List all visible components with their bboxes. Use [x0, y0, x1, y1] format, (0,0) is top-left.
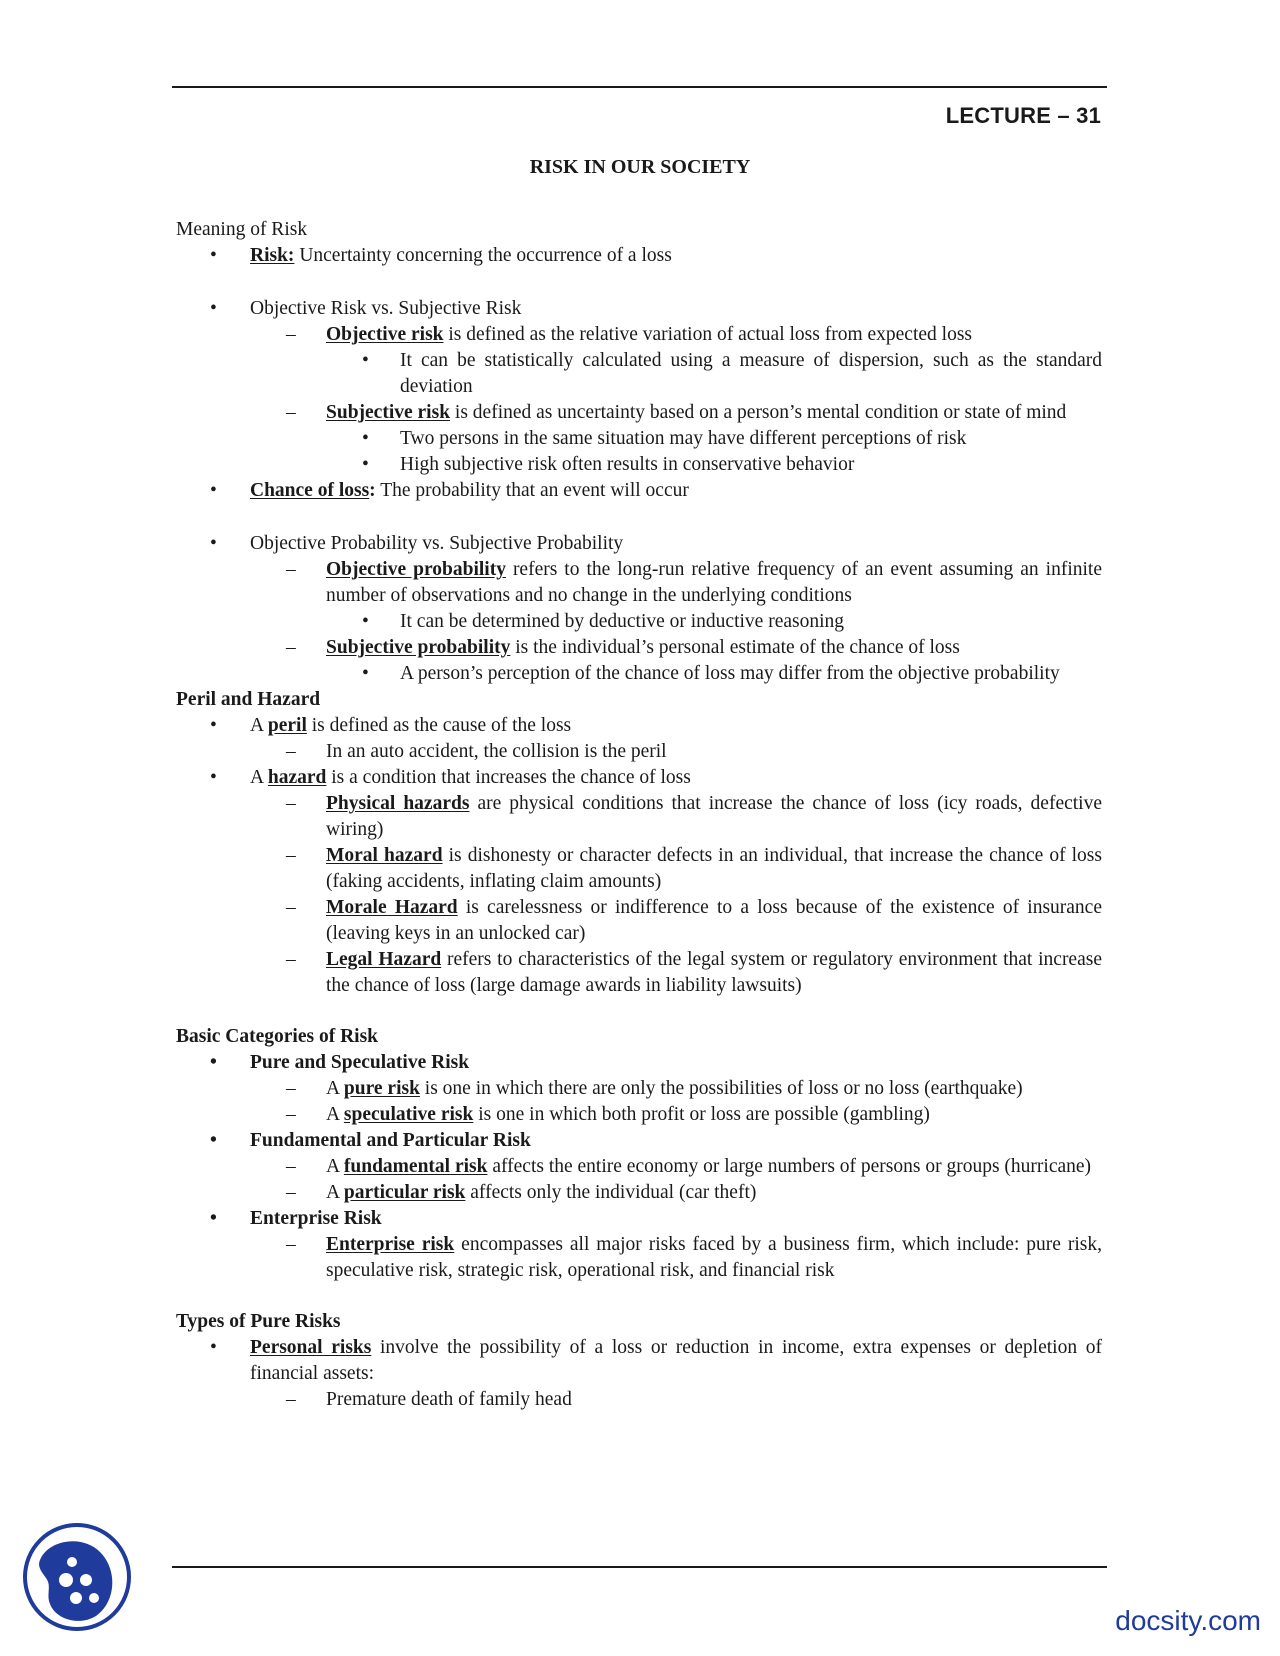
- section-heading-pure-risks: Types of Pure Risks: [176, 1311, 341, 1332]
- list-item: – Subjective risk is defined as uncertainty based on a person’s mental condition or state of mind: [176, 400, 1102, 426]
- list-item: – Subjective probability is the individual’s personal estimate of the chance of loss: [176, 635, 1102, 661]
- term-physical-hazards: Physical hazards: [326, 793, 470, 814]
- term-legal-hazard: Legal Hazard: [326, 949, 442, 970]
- dash-marker: –: [286, 949, 296, 970]
- dash-marker: –: [286, 897, 296, 918]
- list-item: • High subjective risk often results in conservative behavior: [176, 452, 1102, 478]
- term-subjective-probability: Subjective probability: [326, 637, 511, 658]
- bullet-marker: •: [362, 663, 369, 684]
- bullet-marker: •: [210, 1130, 217, 1151]
- bullet-marker: •: [210, 1337, 217, 1358]
- term-fundamental-risk: fundamental risk: [343, 1156, 488, 1177]
- list-item: • A person’s perception of the chance of loss may differ from the objective probability: [176, 661, 1102, 687]
- dash-marker: –: [286, 1156, 296, 1177]
- list-item: • It can be statistically calculated using a measure of dispersion, such as the standard deviation: [362, 350, 1102, 397]
- list-item: – Objective risk is defined as the relative variation of actual loss from expected loss: [176, 322, 1102, 348]
- section-heading-categories: Basic Categories of Risk: [176, 1026, 379, 1047]
- docsity-logo-icon: [22, 1522, 132, 1632]
- bullet-marker: •: [210, 1052, 217, 1073]
- list-item: • A hazard is a condition that increases the chance of loss: [176, 765, 1102, 791]
- term-moral-hazard: Moral hazard: [326, 845, 443, 866]
- list-item: – A fundamental risk affects the entire economy or large numbers of persons or groups (hurricane): [176, 1154, 1102, 1180]
- docsity-link[interactable]: docsity.com: [1115, 1605, 1261, 1636]
- list-item: – Moral hazard is dishonesty or character defects in an individual, that increase the chance of loss (faking accidents, inflating claim amounts): [286, 845, 1102, 892]
- document-body: [176, 217, 1102, 1413]
- term-enterprise-risk: Enterprise risk: [326, 1234, 455, 1255]
- term-objective-risk: Objective risk: [326, 324, 444, 345]
- list-item: – In an auto accident, the collision is the peril: [176, 739, 1102, 765]
- bottom-rule: [172, 1566, 1107, 1568]
- term-subjective-risk: Subjective risk: [326, 402, 451, 423]
- term-peril: peril: [267, 715, 307, 736]
- list-item: – A pure risk is one in which there are only the possibilities of loss or no loss (earthquake): [176, 1076, 1102, 1102]
- list-item: – Legal Hazard refers to characteristics of the legal system or regulatory environment that increase the chance of loss (large damage awards in liability lawsuits): [286, 949, 1102, 996]
- list-item: – Objective probability refers to the long-run relative frequency of an event assuming an infinite number of observations and no change in the underlying conditions: [286, 559, 1102, 606]
- list-item: – Enterprise risk encompasses all major risks faced by a business firm, which include: pure risk, speculative risk, strategic risk, operational risk, and financial risk: [286, 1234, 1102, 1281]
- list-item: • Chance of loss: The probability that an event will occur: [176, 478, 1102, 504]
- term-pure-risk: pure risk: [343, 1078, 420, 1099]
- dash-marker: –: [286, 741, 296, 762]
- bullet-marker: •: [362, 350, 369, 371]
- list-item: – A speculative risk is one in which both profit or loss are possible (gambling): [176, 1102, 1102, 1128]
- list-item: – Premature death of family head: [176, 1387, 1102, 1413]
- list-item: • Enterprise Risk: [176, 1206, 1102, 1232]
- term-chance-of-loss: Chance of loss: [250, 480, 370, 501]
- bullet-marker: •: [210, 715, 217, 736]
- dash-marker: –: [286, 1234, 296, 1255]
- dash-marker: –: [286, 324, 296, 345]
- list-item: • It can be determined by deductive or inductive reasoning: [176, 609, 1102, 635]
- list-item: – A particular risk affects only the individual (car theft): [176, 1180, 1102, 1206]
- dash-marker: –: [286, 402, 296, 423]
- term-speculative-risk: speculative risk: [343, 1104, 474, 1125]
- list-item: • Objective Risk vs. Subjective Risk: [176, 296, 1102, 322]
- section-heading-peril: Peril and Hazard: [176, 689, 321, 710]
- dash-marker: –: [286, 637, 296, 658]
- term-particular-risk: particular risk: [343, 1182, 466, 1203]
- term-morale-hazard: Morale Hazard: [326, 897, 458, 918]
- bullet-marker: •: [210, 533, 217, 554]
- term-personal-risks: Personal risks: [250, 1337, 372, 1358]
- page-title: RISK IN OUR SOCIETY: [529, 156, 751, 178]
- list-item: • Two persons in the same situation may have different perceptions of risk: [176, 426, 1102, 452]
- term-hazard: hazard: [267, 767, 327, 788]
- term-objective-probability: Objective probability: [326, 559, 506, 580]
- dash-marker: –: [286, 793, 296, 814]
- dash-marker: –: [286, 845, 296, 866]
- top-rule: [172, 86, 1107, 88]
- dash-marker: –: [286, 559, 296, 580]
- list-item: • Risk: Uncertainty concerning the occurrence of a loss: [176, 243, 1102, 269]
- list-item: • Objective Probability vs. Subjective Probability: [176, 531, 1102, 557]
- bullet-marker: •: [210, 245, 217, 266]
- bullet-marker: •: [362, 428, 369, 449]
- bullet-marker: •: [210, 767, 217, 788]
- bullet-marker: •: [210, 480, 217, 501]
- bullet-marker: •: [362, 454, 369, 475]
- bullet-marker: •: [210, 1208, 217, 1229]
- lecture-number: LECTURE – 31: [945, 103, 1101, 128]
- bullet-marker: •: [210, 298, 217, 319]
- list-item: • Fundamental and Particular Risk: [176, 1128, 1102, 1154]
- dash-marker: –: [286, 1104, 296, 1125]
- dash-marker: –: [286, 1182, 296, 1203]
- term-risk: Risk:: [250, 245, 295, 266]
- section-heading-meaning: Meaning of Risk: [176, 219, 308, 240]
- list-item: • Pure and Speculative Risk: [176, 1050, 1102, 1076]
- list-item: • A peril is defined as the cause of the loss: [176, 713, 1102, 739]
- list-item: – Morale Hazard is carelessness or indifference to a loss because of the existence of insurance (leaving keys in an unlocked car): [286, 897, 1102, 944]
- list-item: • Personal risks involve the possibility of a loss or reduction in income, extra expenses or depletion of financial assets:: [210, 1337, 1102, 1384]
- dash-marker: –: [286, 1389, 296, 1410]
- dash-marker: –: [286, 1078, 296, 1099]
- list-item: – Physical hazards are physical conditions that increase the chance of loss (icy roads, defective wiring): [286, 793, 1102, 840]
- bullet-marker: •: [362, 611, 369, 632]
